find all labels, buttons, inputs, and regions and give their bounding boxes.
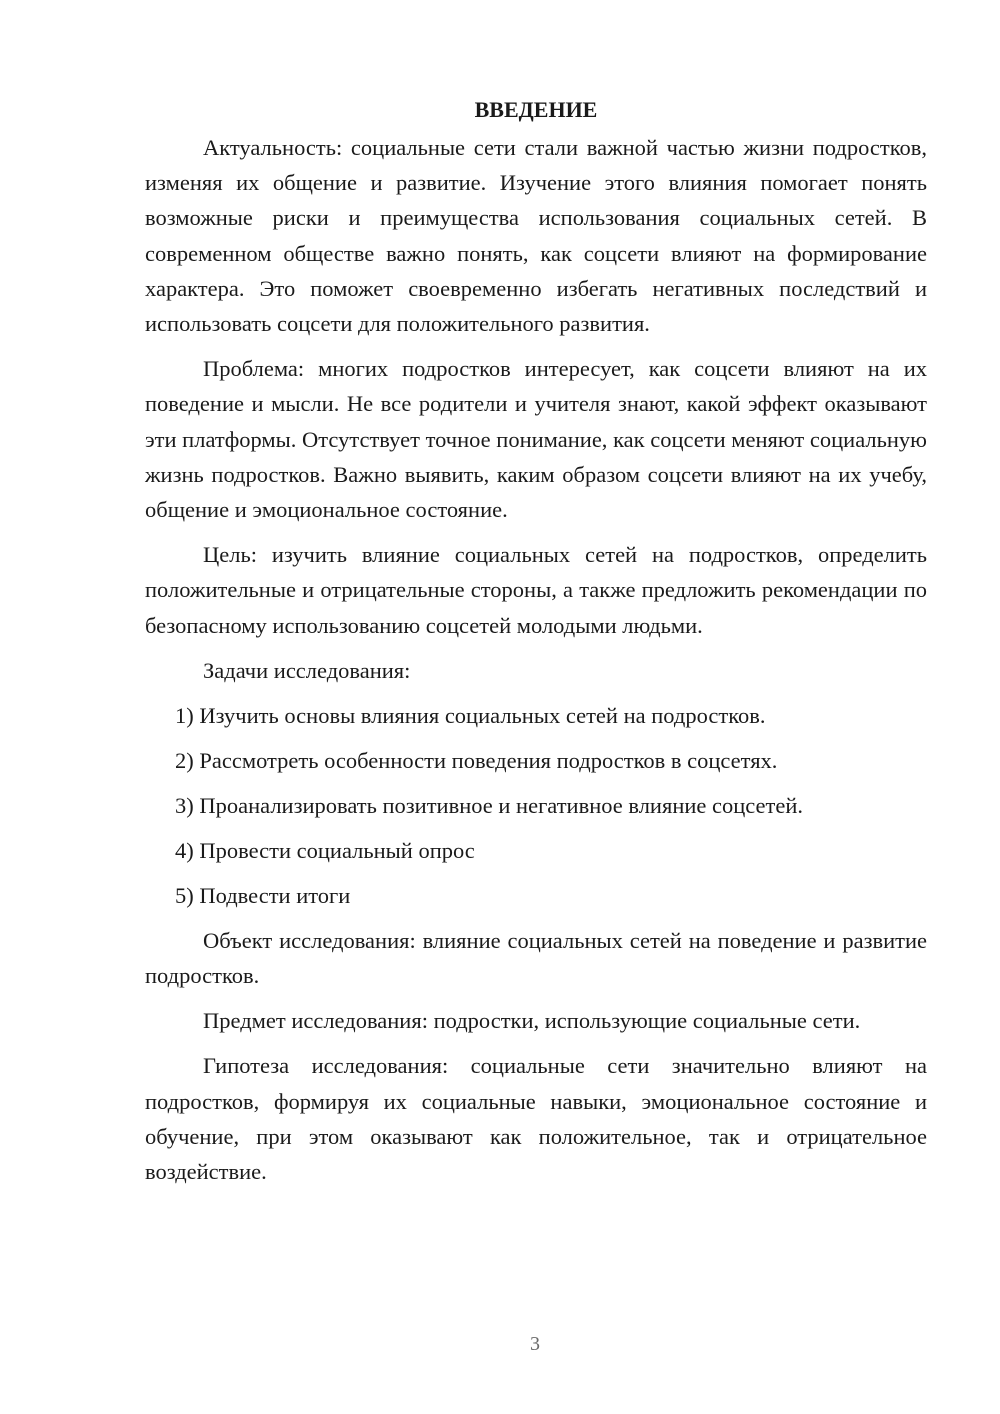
document-page xyxy=(145,90,927,1199)
paragraph-problem: Проблема: многих подростков интересует, как соцсети влияют на их поведение и мысли. Не все родители и учителя знают, какой эффект оказывают эти платформы. Отсутствует точное понимание, как соцсети меняют социальную жизнь подростков. Важно выявить, каким образом соцсети влияют на их учебу, общение и эмоциональное состояние. xyxy=(145,356,927,523)
tasks-heading: Задачи исследования: xyxy=(203,657,411,683)
section-title: ВВЕДЕНИЕ xyxy=(474,97,598,122)
tasks-list xyxy=(145,698,927,913)
paragraph-relevance: Актуальность: социальные сети стали важной частью жизни подростков, изменяя их общение и развитие. Изучение этого влияния помогает понять возможные риски и преимущества использования социальных сетей. В современном обществе важно понять, как соцсети влияют на формирование характера. Это поможет своевременно избегать негативных последствий и использовать соцсети для положительного развития. xyxy=(145,135,927,337)
paragraph-hypothesis: Гипотеза исследования: социальные сети значительно влияют на подростков, формируя их социальные навыки, эмоциональное состояние и обучение, при этом оказывают как положительное, так и отрицательное воздействие. xyxy=(145,1053,927,1185)
paragraph-object: Объект исследования: влияние социальных сетей на поведение и развитие подростков. xyxy=(145,927,927,989)
list-item: 3) Проанализировать позитивное и негативное влияние соцсетей. xyxy=(175,792,804,818)
list-item: 1) Изучить основы влияния социальных сетей на подростков. xyxy=(175,702,766,728)
paragraph-subject: Предмет исследования: подростки, использующие социальные сети. xyxy=(203,1008,861,1034)
page-number: 3 xyxy=(530,1333,540,1355)
list-item: 2) Рассмотреть особенности поведения подростков в соцсетях. xyxy=(175,747,778,773)
list-item: 5) Подвести итоги xyxy=(175,882,351,908)
list-item: 4) Провести социальный опрос xyxy=(175,837,475,863)
paragraph-goal: Цель: изучить влияние социальных сетей на подростков, определить положительные и отрицательные стороны, а также предложить рекомендации по безопасному использованию соцсетей молодыми людьми. xyxy=(145,542,927,638)
